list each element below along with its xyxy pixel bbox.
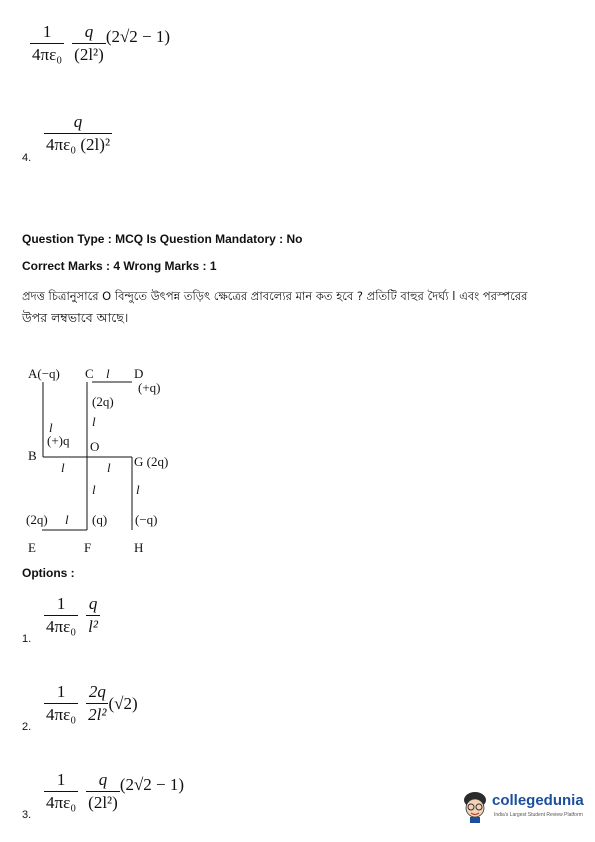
option-4-number: 4. <box>22 152 32 164</box>
label-l-c: l <box>92 414 96 429</box>
option-3-number: 3. <box>22 809 32 821</box>
charge-fraction: $\frac{q}{\text{(2l²)}}$ <box>74 22 104 64</box>
question-text-line-1: প্রদত্ত চিত্রানুসারে O বিন্দুতে উৎপন্ন তড়িৎ ক্ষেত্রের প্রাবল্যের মান কত হবে ? প্রতিটি বাহুর দৈর্ঘ্য l এবং পরস্পরের <box>22 289 528 303</box>
option-3-expression <box>44 770 184 813</box>
label-d-charge: (+q) <box>138 380 161 395</box>
option-3-tail: (2√2 − 1) <box>119 774 185 794</box>
label-l-ab: l <box>49 420 53 435</box>
label-l-e: l <box>65 512 69 527</box>
option-4-expression <box>44 112 112 155</box>
label-l-o: l <box>107 460 111 475</box>
label-g: G (2q) <box>134 454 169 469</box>
label-b: B <box>28 448 37 463</box>
label-c: C <box>85 366 94 381</box>
label-l-f: l <box>92 482 96 497</box>
label-f-charge: (q) <box>92 512 108 527</box>
label-f: F <box>84 540 92 555</box>
label-a: A(−q) <box>28 366 60 381</box>
label-h: H <box>134 540 144 555</box>
charge-diagram <box>20 360 200 560</box>
label-e-charge: (2q) <box>26 512 48 527</box>
logo-tagline: India's Largest Student Review Platform <box>494 812 583 818</box>
option-4-fraction: $\frac{q}{\text{4πε₀ (2l)²}}$ <box>46 112 111 154</box>
option-2-expression <box>44 682 138 725</box>
question-text-line-2: উপর লম্বভাবে আছে। <box>22 310 129 325</box>
collegedunia-logo <box>460 788 590 828</box>
mascot-icon <box>460 790 490 824</box>
label-l-b: l <box>61 460 65 475</box>
question-text <box>22 286 582 328</box>
option-1-expression <box>44 594 100 637</box>
marks-line: Correct Marks : 4 Wrong Marks : 1 <box>22 259 217 273</box>
question-type-line: Question Type : MCQ Is Question Mandatory : No <box>22 232 303 246</box>
logo-name: collegedunia <box>492 792 584 809</box>
option-1-charge: $\frac{q}{\text{l²}}$ <box>88 594 98 636</box>
label-o: O <box>90 439 100 454</box>
option-2-number: 2. <box>22 721 32 733</box>
label-b-charge: (+)q <box>47 433 70 448</box>
label-h-charge: (−q) <box>135 512 158 527</box>
label-e: E <box>28 540 36 555</box>
option-3-charge: $\frac{q}{\text{(2l²)}}$ <box>88 770 118 812</box>
option-2-coef: $\frac{1}{\text{4πε₀}}$ <box>46 682 77 724</box>
expr-tail: (2√2 − 1) <box>105 26 171 46</box>
option-2-charge: $\frac{2q}{\text{2l²}}$ <box>88 682 107 724</box>
label-l-top: l <box>106 366 110 381</box>
label-c-charge: (2q) <box>92 394 114 409</box>
option-1-number: 1. <box>22 633 32 645</box>
option-2-tail: (√2) <box>108 693 138 713</box>
label-l-g: l <box>136 482 140 497</box>
option-1-coef: $\frac{1}{\text{4πε₀}}$ <box>46 594 77 636</box>
label-d: D <box>134 366 144 381</box>
option-3-coef: $\frac{1}{\text{4πε₀}}$ <box>46 770 77 812</box>
top-expression <box>30 22 170 65</box>
options-label: Options : <box>22 566 75 580</box>
coef-fraction: $\frac{1}{\text{4πε₀}}$ <box>32 22 63 64</box>
